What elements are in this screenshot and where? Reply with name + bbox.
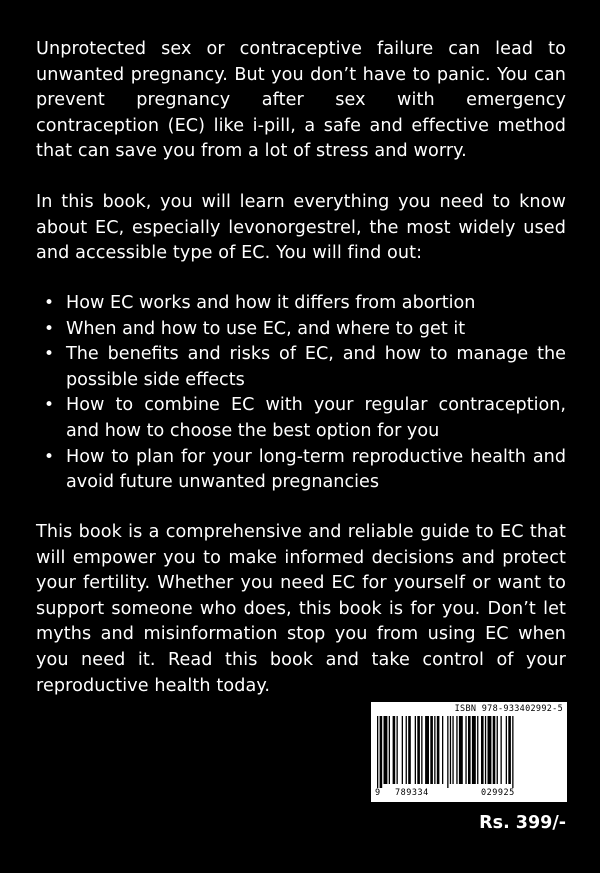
intro-paragraph-1: Unprotected sex or contraceptive failure can lead to unwanted pregnancy. But you don’t have to panic. You can prevent pregnancy after sex with emergency contraception (EC) like i-pill, a safe and effective method that can save you from a lot of stress and worry. <box>36 39 566 162</box>
barcode-bar <box>472 716 476 784</box>
barcode-digit-first: 9 <box>375 788 381 798</box>
barcode-bar <box>450 716 451 784</box>
barcode-bars <box>377 716 561 788</box>
barcode-digits-right: 029925 <box>481 788 515 798</box>
barcode-bar <box>377 716 378 788</box>
list-item: • The benefits and risks of EC, and how to manage the possible side effects <box>44 342 566 393</box>
barcode-bar <box>452 716 453 784</box>
barcode-bar <box>468 716 471 784</box>
barcode-bar <box>402 716 403 784</box>
barcode-digits-left: 789334 <box>395 788 429 798</box>
barcode-bar <box>380 716 383 788</box>
barcode-bar <box>477 716 478 784</box>
barcode-bar <box>406 716 407 784</box>
barcode-bar <box>397 716 398 784</box>
barcode-bar <box>442 716 443 784</box>
price-label: Rs. 399/- <box>479 813 566 833</box>
barcode-bar <box>488 716 492 784</box>
barcode-bar <box>497 716 498 784</box>
list-item: • How to plan for your long-term reproductive health and avoid future unwanted pregnancies <box>44 445 566 496</box>
barcode-bar <box>437 716 440 784</box>
barcode-bar <box>485 716 486 784</box>
barcode-bar <box>425 716 429 784</box>
barcode-bar <box>415 716 416 784</box>
isbn-label: ISBN 978-933402992-5 <box>454 704 563 714</box>
barcode-bar <box>512 716 513 788</box>
barcode-bar <box>447 716 448 788</box>
barcode-bar <box>384 716 388 784</box>
barcode-bar <box>393 716 396 784</box>
barcode-bar <box>501 716 502 784</box>
barcode-bar <box>421 716 422 784</box>
barcode-bar <box>417 716 420 784</box>
list-item: • How EC works and how it differs from abortion <box>44 291 566 317</box>
barcode-bar <box>430 716 433 784</box>
barcode-bar <box>506 716 507 784</box>
feature-list <box>44 291 566 496</box>
barcode-bar <box>389 716 390 784</box>
list-item: • When and how to use EC, and where to get it <box>44 317 566 343</box>
barcode-bar <box>493 716 496 784</box>
barcode-bar <box>508 716 511 784</box>
barcode-bar <box>456 716 457 784</box>
list-item: • How to combine EC with your regular contraception, and how to choose the best option for you <box>44 393 566 444</box>
barcode-bar <box>481 716 484 784</box>
barcode-bar <box>465 716 466 784</box>
closing-paragraph: This book is a comprehensive and reliable guide to EC that will empower you to make informed decisions and protect your fertility. Whether you need EC for yourself or want to support someone who does, this book is for you. Don’t let myths and misinformation stop you from using EC when you need it. Read this book and take control of your reproductive health today. <box>36 522 566 696</box>
intro-paragraph-2: In this book, you will learn everything you need to know about EC, especially levonorgestrel, the most widely used and accessible type of EC. You will find out: <box>36 192 566 264</box>
barcode-bar <box>408 716 411 784</box>
barcode-bar <box>434 716 435 784</box>
isbn-barcode <box>371 702 567 802</box>
barcode-bar <box>459 716 463 784</box>
